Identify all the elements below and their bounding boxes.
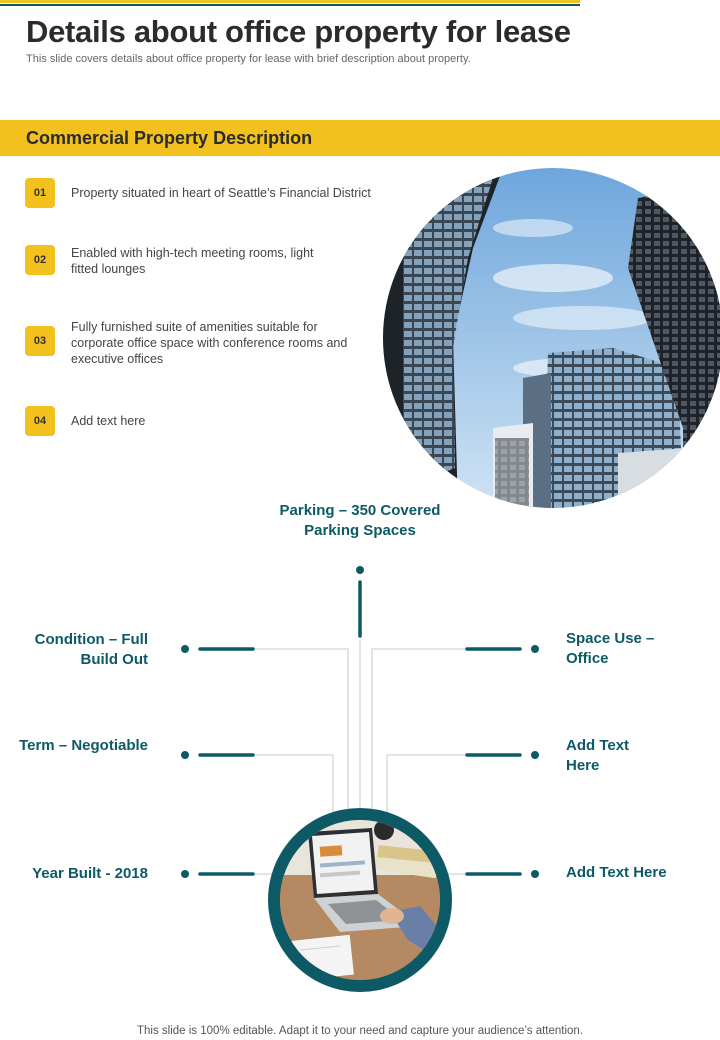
item-number-badge: 02 (25, 245, 55, 275)
feature-term: Term – Negotiable (19, 737, 148, 754)
page-subtitle: This slide covers details about office property for lease with brief description about property. (26, 53, 471, 65)
feature-parking: Parking – 350 Covered Parking Spaces (279, 502, 441, 539)
office-buildings-photo (383, 168, 720, 508)
item-number-badge: 01 (25, 178, 55, 208)
item-text: Add text here (71, 414, 146, 428)
item-text: Property situated in heart of Seattle’s Financial District (71, 186, 371, 200)
top-accent-bar (0, 0, 580, 3)
footer-note: This slide is 100% editable. Adapt it to your need and capture your audience’s attention. (136, 1025, 584, 1037)
section-title: Commercial Property Description (26, 128, 313, 148)
top-accent-line (0, 4, 580, 6)
item-text: Fully furnished suite of amenities suitable for corporate office space with conference rooms and executive offices (71, 320, 348, 366)
feature-placeholder-2: Add Text Here (566, 737, 630, 774)
page-title: Details about office property for lease (26, 14, 571, 49)
item-number-badge: 03 (25, 326, 55, 356)
feature-space-use: Space Use – Office (566, 630, 655, 667)
laptop-desk-icon (280, 820, 440, 980)
item-text: Enabled with high-tech meeting rooms, light fitted lounges (71, 246, 314, 276)
feature-placeholder-3: Add Text Here (566, 864, 667, 881)
item-number-badge: 04 (25, 406, 55, 436)
office-towers-icon (383, 168, 720, 508)
feature-year-built: Year Built - 2018 (32, 865, 148, 882)
feature-condition: Condition – Full Build Out (34, 631, 148, 668)
section-header-band (0, 120, 720, 156)
hub-circle (268, 808, 452, 992)
laptop-photo (280, 820, 440, 980)
